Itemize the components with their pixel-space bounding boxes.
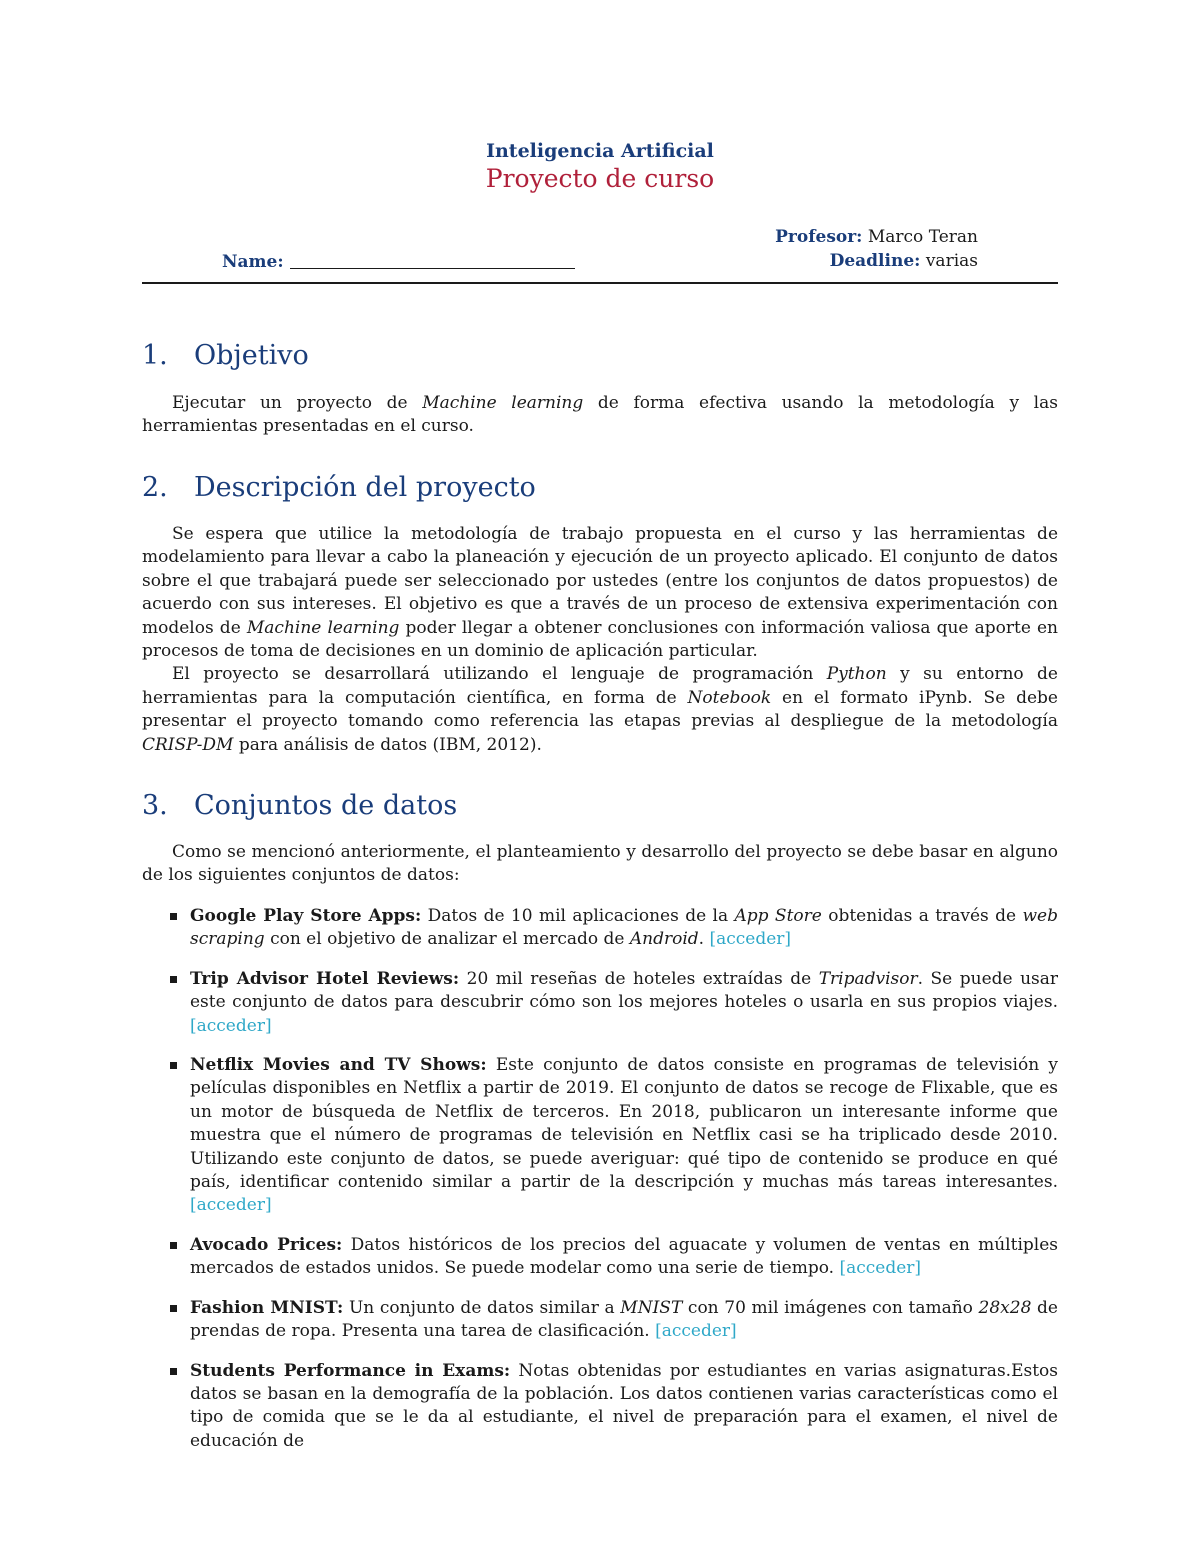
list-item bbox=[142, 968, 1058, 1038]
paragraph bbox=[142, 523, 1058, 663]
item-title: Avocado Prices: bbox=[190, 1234, 343, 1255]
text-run: Datos de 10 mil aplicaciones de la bbox=[421, 906, 735, 926]
professor-line bbox=[775, 226, 978, 249]
paragraph: Como se mencionó anteriormente, el planteamiento y desarrollo del proyecto se debe basar en alguno de los siguientes conjuntos de datos: bbox=[142, 842, 1058, 886]
professor-value: Marco Teran bbox=[862, 227, 978, 247]
acceder-link[interactable]: [acceder] bbox=[190, 1195, 272, 1216]
paragraph bbox=[142, 392, 1058, 439]
text-run: Notas obtenidas por estudiantes en varias asignaturas.Estos datos se basan en la demografía de la población. Los datos contienen varias características como el tipo de comida que se le da al estudiante, el nivel de preparación para el examen, el nivel de educación de bbox=[190, 1360, 1058, 1451]
bullet-icon bbox=[170, 1368, 177, 1375]
text-run: Se espera que utilice la metodología de trabajo propuesta en el curso y las herramientas de modelamiento para llevar a cabo la planeación y ejecución de un proyecto aplicado. El conjunto de datos sobre el que trabajará puede ser seleccionado por ustedes (entre los conjuntos de datos propuestos) de acuerdo con sus intereses. El objetivo es que a través de un proceso de extensiva experimentación con modelos de bbox=[142, 524, 1058, 638]
section-number: 1. bbox=[142, 340, 168, 371]
section-heading-descripcion bbox=[142, 472, 536, 504]
emphasis: Machine learning bbox=[246, 617, 400, 638]
bullet-icon bbox=[170, 1305, 177, 1312]
bullet-icon bbox=[170, 1062, 177, 1069]
descripcion-paragraphs bbox=[142, 523, 1058, 757]
acceder-link[interactable]: [acceder] bbox=[655, 1321, 737, 1342]
paragraph bbox=[142, 663, 1058, 757]
list-item bbox=[142, 1054, 1058, 1218]
text-run: y su entorno de herramientas para la computación científica, en forma de bbox=[142, 664, 1058, 708]
professor-label: Profesor: bbox=[775, 227, 863, 247]
text-run: obtenidas a través de bbox=[821, 906, 1023, 926]
section-title: Objetivo bbox=[194, 340, 309, 371]
emphasis: Python bbox=[826, 664, 887, 685]
text-run: Este conjunto de datos consiste en programas de televisión y películas disponibles en Netflix a partir de 2019. El conjunto de datos se recoge de Flixable, que es un motor de búsqueda de Netflix de terceros. En 2018, publicaron un interesante informe que muestra que el número de programas de televisión en Netflix casi se ha triplicado desde 2010. Utilizando este conjunto de datos, se puede averiguar: qué tipo de contenido se produce en qué país, identificar contenido similar a partir de la descripción y muchas más tareas interesantes. bbox=[190, 1055, 1058, 1193]
dataset-list bbox=[142, 905, 1058, 1469]
item-title: Netflix Movies and TV Shows: bbox=[190, 1055, 487, 1076]
emphasis: MNIST bbox=[620, 1297, 683, 1318]
item-title: Google Play Store Apps: bbox=[190, 906, 422, 926]
conjuntos-intro bbox=[142, 841, 1058, 888]
emphasis: App Store bbox=[734, 906, 822, 926]
course-title: Inteligencia Artificial bbox=[486, 140, 714, 162]
header-divider bbox=[142, 282, 1058, 284]
item-title: Fashion MNIST: bbox=[190, 1297, 344, 1318]
item-title: Trip Advisor Hotel Reviews: bbox=[190, 968, 460, 989]
bullet-icon bbox=[170, 1242, 177, 1249]
section-title: Descripción del proyecto bbox=[194, 472, 536, 503]
text-run: . bbox=[698, 929, 710, 950]
text-run: poder llegar a obtener conclusiones con información valiosa que aporte en procesos de toma de decisiones en un dominio de aplicación particular. bbox=[142, 617, 1059, 662]
project-title: Proyecto de curso bbox=[485, 164, 715, 193]
text-run: Un conjunto de datos similar a bbox=[343, 1297, 621, 1318]
text-run: para análisis de datos (IBM, 2012). bbox=[233, 734, 542, 755]
deadline-label: Deadline: bbox=[829, 251, 921, 271]
list-item bbox=[142, 1297, 1058, 1344]
emphasis: Machine learning bbox=[422, 393, 584, 413]
list-item bbox=[142, 1234, 1058, 1281]
name-label: Name: bbox=[222, 252, 284, 272]
section-title: Conjuntos de datos bbox=[194, 790, 458, 821]
text-run: de prendas de ropa. Presenta una tarea de clasificación. bbox=[190, 1297, 1058, 1342]
acceder-link[interactable]: [acceder] bbox=[190, 1015, 272, 1036]
emphasis: CRISP-DM bbox=[142, 734, 234, 755]
name-blank-field bbox=[290, 250, 575, 269]
item-title: Students Performance in Exams: bbox=[190, 1360, 511, 1381]
text-run: 20 mil reseñas de hoteles extraídas de bbox=[459, 968, 819, 989]
section-number: 3. bbox=[142, 790, 168, 821]
list-item bbox=[142, 905, 1058, 952]
text-run: Ejecutar un proyecto de bbox=[172, 393, 423, 413]
text-run: con el objetivo de analizar el mercado de bbox=[264, 929, 630, 950]
text-run: en el formato iPynb. Se debe presentar el proyecto tomando como referencia las etapas previas al despliegue de la metodología bbox=[142, 687, 1058, 732]
emphasis: Tripadvisor bbox=[818, 968, 918, 989]
text-run: con 70 mil imágenes con tamaño bbox=[682, 1297, 979, 1318]
bullet-icon bbox=[170, 913, 177, 920]
list-item bbox=[142, 1360, 1058, 1454]
text-run: El proyecto se desarrollará utilizando el lenguaje de programación bbox=[172, 664, 827, 685]
section-heading-objetivo bbox=[142, 340, 309, 372]
name-line bbox=[222, 250, 575, 274]
emphasis: 28x28 bbox=[978, 1297, 1032, 1318]
section-number: 2. bbox=[142, 472, 168, 503]
section-heading-conjuntos bbox=[142, 790, 457, 822]
text-run: . Se puede usar este conjunto de datos para descubrir cómo son los mejores hoteles o usarla en sus propios viajes. bbox=[190, 968, 1059, 1013]
bullet-icon bbox=[170, 976, 177, 983]
deadline-value: varias bbox=[920, 251, 978, 271]
objetivo-paragraph bbox=[142, 392, 1058, 439]
emphasis: Android bbox=[629, 929, 699, 950]
text-run: de forma efectiva usando la metodología y las herramientas presentadas en el curso. bbox=[142, 393, 1058, 437]
emphasis: web scraping bbox=[190, 906, 1058, 950]
emphasis: Notebook bbox=[687, 687, 772, 708]
deadline-line bbox=[830, 250, 978, 273]
document-header bbox=[0, 138, 1200, 194]
acceder-link[interactable]: [acceder] bbox=[839, 1258, 922, 1279]
acceder-link[interactable]: [acceder] bbox=[709, 929, 792, 950]
text-run: Datos históricos de los precios del aguacate y volumen de ventas en múltiples mercados de estados unidos. Se puede modelar como una serie de tiempo. bbox=[190, 1234, 1058, 1279]
